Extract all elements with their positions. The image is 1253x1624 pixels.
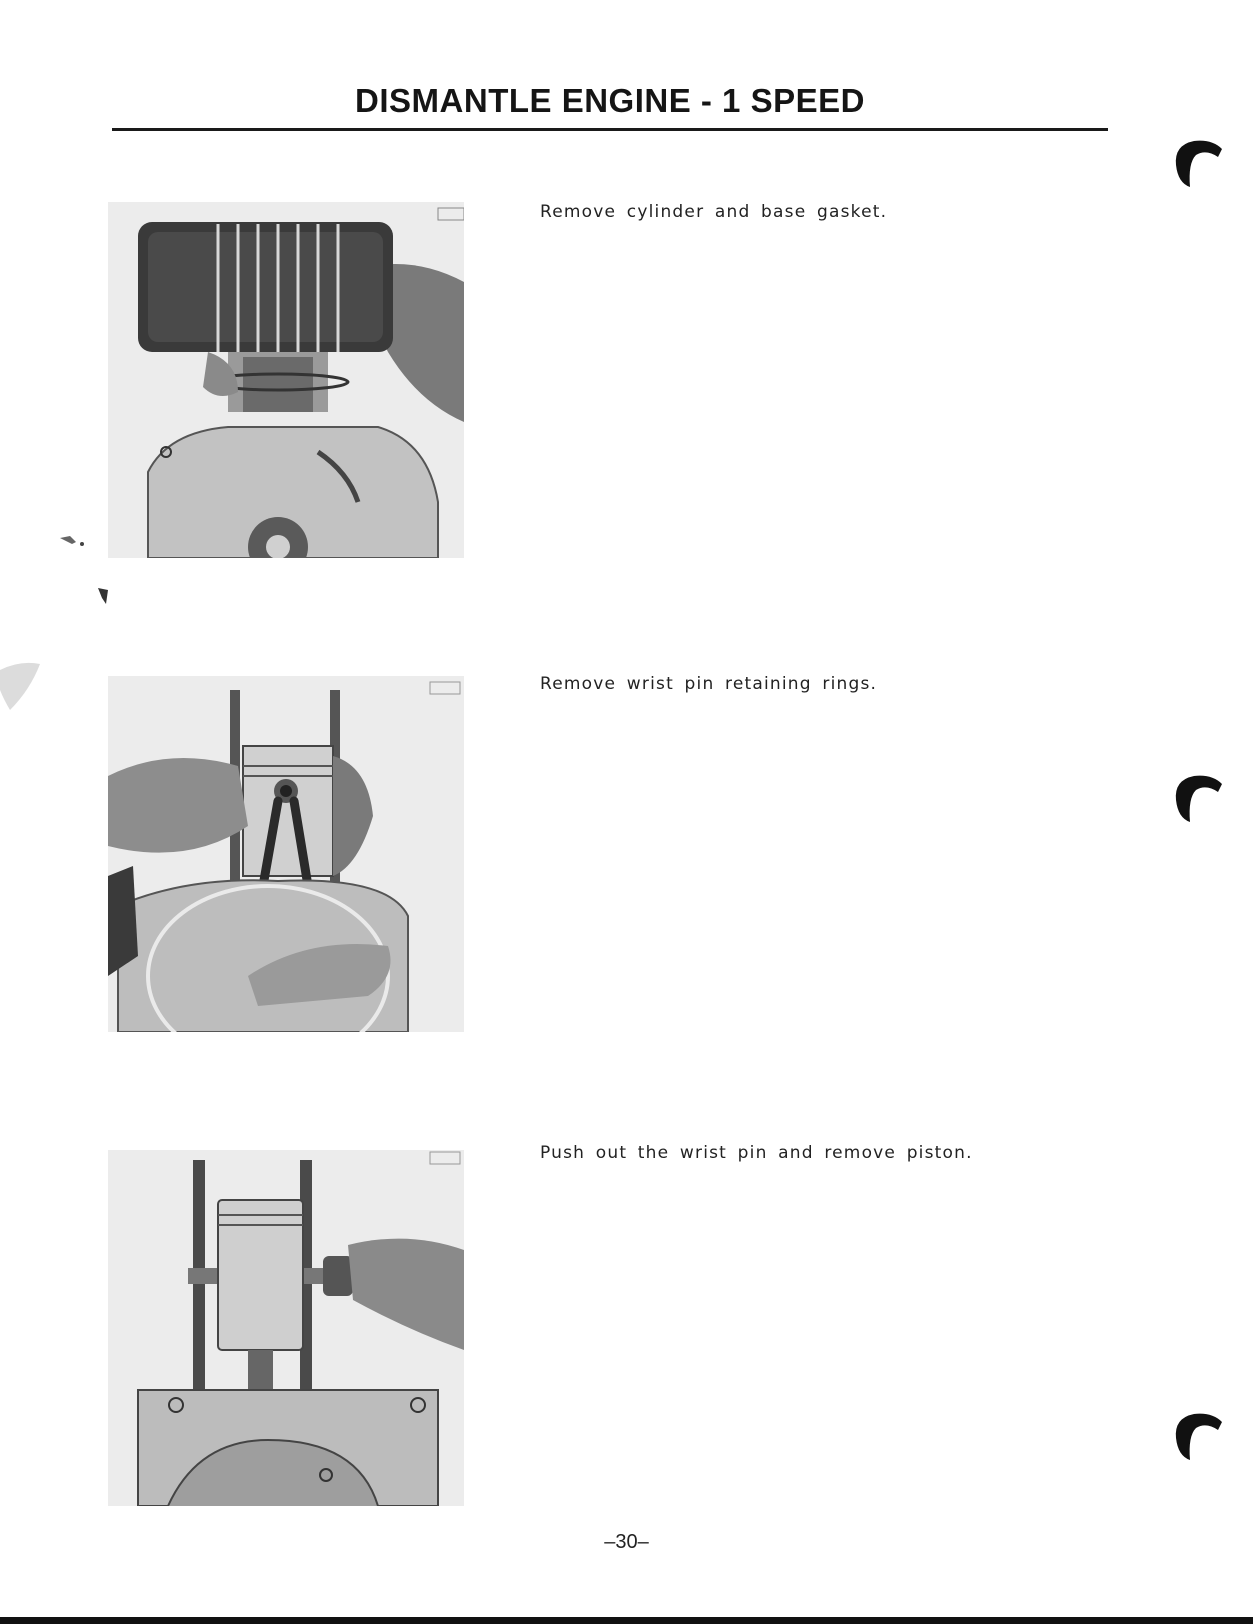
binder-hole-icon bbox=[1172, 1408, 1224, 1466]
page-number: –30– bbox=[604, 1531, 649, 1553]
scan-speck bbox=[0, 650, 48, 720]
title-rule bbox=[112, 128, 1108, 131]
step-1-caption: Remove cylinder and base gasket. bbox=[540, 202, 888, 222]
scan-speck bbox=[96, 586, 112, 608]
page-bottom-edge bbox=[0, 1617, 1253, 1624]
binder-hole-icon bbox=[1172, 135, 1224, 193]
piston-ring-pliers-photo bbox=[108, 676, 464, 1032]
step-3-caption: Push out the wrist pin and remove piston. bbox=[540, 1143, 973, 1163]
scan-speck bbox=[58, 530, 88, 550]
page-title: DISMANTLE ENGINE - 1 SPEED bbox=[355, 82, 865, 119]
step-2-caption: Remove wrist pin retaining rings. bbox=[540, 674, 878, 694]
binder-hole-icon bbox=[1172, 770, 1224, 828]
engine-cylinder-photo bbox=[108, 202, 464, 558]
piston-wrist-pin-photo bbox=[108, 1150, 464, 1506]
